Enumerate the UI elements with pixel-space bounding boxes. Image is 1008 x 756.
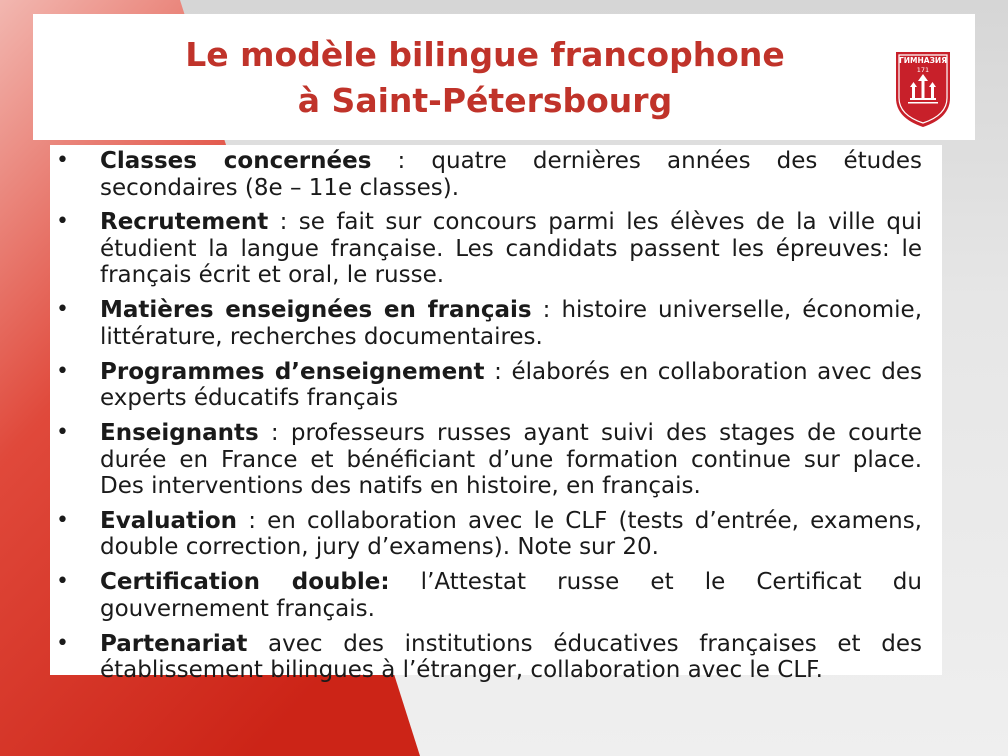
list-item-term: Recrutement [100, 209, 269, 236]
list-item-text: : histoire universelle, économie, littérature, recherches documentaires. [100, 297, 923, 350]
list-item-term: Enseignants [100, 420, 259, 447]
bullet-icon: • [56, 569, 69, 595]
bullet-icon: • [56, 148, 69, 173]
list-item [48, 209, 922, 289]
bullet-icon: • [56, 358, 69, 384]
slide-title-line-1: Le modèle bilingue francophone [185, 35, 785, 74]
list-item [48, 359, 922, 412]
gymnasium-crest-logo [890, 48, 956, 130]
list-item [48, 420, 922, 500]
list-item-term: Programmes d’enseignement [100, 358, 485, 385]
list-item-text: : se fait sur concours parmi les élèves de la ville qui étudient la langue française. Les candidats passent les épreuves: le français écrit et oral, le russe. [100, 209, 922, 289]
list-item-text: : quatre dernières années des études secondaires (8e – 11e classes). [100, 148, 922, 201]
svg-text:ГИМНАЗИЯ: ГИМНАЗИЯ [899, 56, 947, 65]
list-item [48, 508, 922, 561]
list-item [48, 631, 922, 684]
list-item-text: : élaborés en collaboration avec des experts éducatifs français [100, 358, 922, 412]
list-item [48, 569, 922, 622]
list-item-text: : en collaboration avec le CLF (tests d’entrée, examens, double correction, jury d’examens). Note sur 20. [100, 507, 922, 561]
slide-title-line-2: à Saint-Pétersbourg [297, 81, 673, 120]
list-item-term: Certification double: [100, 569, 390, 596]
list-item-text: avec des institutions éducatives françaises et des établissement bilingues à l’étranger, collaboration avec le CLF. [100, 630, 922, 684]
bullet-icon: • [56, 630, 69, 656]
list-item-term: Matières enseignées en français [100, 297, 532, 324]
bullet-icon: • [56, 420, 69, 446]
list-item-term: Classes concernées [100, 148, 372, 174]
feature-list [48, 148, 922, 692]
bullet-icon: • [56, 297, 69, 323]
list-item-term: Evaluation [100, 507, 238, 534]
slide-title [60, 32, 910, 124]
list-item [48, 148, 922, 201]
list-item-term: Partenariat [100, 630, 248, 657]
bullet-icon: • [56, 209, 69, 235]
svg-text:171: 171 [916, 66, 930, 74]
bullet-icon: • [56, 507, 69, 533]
list-item-text: l’Attestat russe et le Certificat du gouvernement français. [100, 569, 922, 622]
list-item-text: : professeurs russes ayant suivi des stages de courte durée en France et bénéficiant d’une formation continue sur place. Des interventions des natifs en histoire, en français. [100, 420, 922, 500]
list-item [48, 297, 922, 350]
